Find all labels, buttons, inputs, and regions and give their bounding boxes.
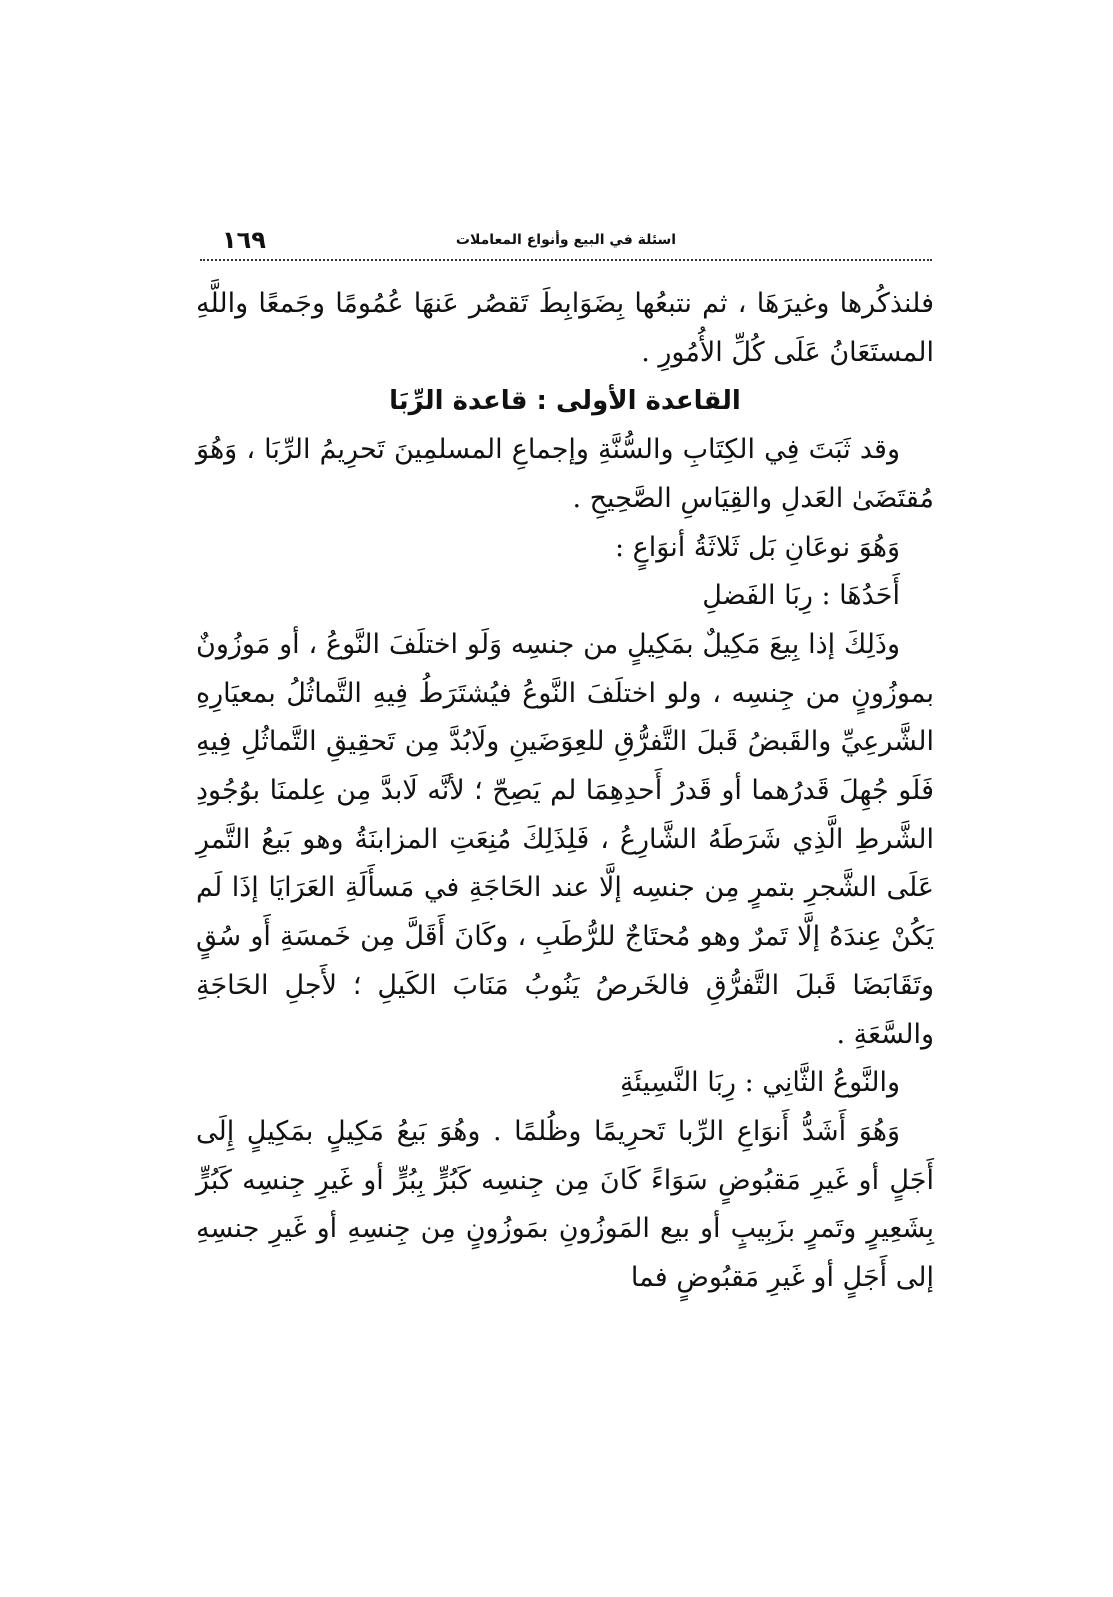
page-number: ١٦٩ bbox=[222, 226, 266, 254]
intro-paragraph: فلنذكُرها وغيرَهَا ، ثم نتبعُها بِضَوَابِطَ تَقصُر عَنهَا عُمُومًا وجَمعًا واللَّهِ المستَعَانُ عَلَى كُلِّ الأُمُورِ . bbox=[196, 288, 934, 368]
subheading-riba-al-nasiah: والنَّوعُ الثَّانِي : رِبَا النَّسِيئَةِ bbox=[619, 1067, 900, 1099]
riba-intro-paragraph: وقد ثَبَتَ فِي الكِتَابِ والسُّنَّةِ وإجماعِ المسلمِينَ تَحرِيمُ الرِّبَا ، وَهُوَ مُقتَضَىٰ العَدلِ والقِيَاسِ الصَّحِيحِ . bbox=[196, 434, 934, 514]
riba-types-line: وَهُوَ نوعَانِ بَل ثَلاثَةُ أنوَاعٍ : bbox=[614, 531, 900, 563]
running-title: اسئلة في البيع وأنواع المعاملات bbox=[455, 232, 677, 248]
riba-al-nasiah-paragraph: وَهُوَ أَشَدُّ أَنوَاعِ الرِّبا تَحرِيمًا وظُلمًا . وهُوَ بَيعُ مَكِيلٍ بمَكِيلٍ إِلَى أَجَلٍ أو غَيرِ مَقبُوضٍ سَوَاءً كَانَ مِن جِنسِه كَبُرٍّ بِبُرٍّ أو غَيرِ جِنسِه كَبُرٍّ بِشَعِيرٍ وتَمرٍ بزَبِيبٍ أو بيع المَوزُونِ بمَوزُونٍ مِن جِنسِهِ أو غَيرِ جنسِهِ إلى أَجَلٍ أو غَيرِ مَقبُوضٍ فما bbox=[196, 1115, 934, 1294]
subheading-riba-al-fadl: أَحَدُهَا : رِبَا الفَضلِ bbox=[702, 580, 900, 612]
page-body bbox=[196, 280, 934, 1303]
page-header bbox=[200, 226, 932, 258]
header-divider bbox=[200, 259, 932, 261]
riba-al-fadl-paragraph: وذَلِكَ إذا بِيعَ مَكِيلٌ بمَكِيلٍ من جنسِه وَلَو اختلَفَ النَّوعُ ، أو مَوزُونٌ بموزُونٍ من جِنسِه ، ولو اختلَفَ النَّوعُ فيُشتَرَطُ فِيهِ التَّماثُلُ بمعيَارِهِ الشَّرعِيِّ والقَبضُ قَبلَ التَّفرُّقِ للعِوَضَينِ ولَابُدَّ مِن تَحقِيقِ التَّماثُلِ فِيهِ فَلَو جُهِلَ قَدرُهما أو قَدرُ أَحدِهِمَا لم يَصِحّ ؛ لأنَّه لَابدَّ مِن عِلمنَا بوُجُودِ الشَّرطِ الَّذِي شَرَطَهُ الشَّارِعُ ، فَلِذَلِكَ مُنِعَتِ المزابنَةُ وهو بَيعُ التَّمرِ عَلَى الشَّجرِ بتمرٍ مِن جنسِه إلَّا عند الحَاجَةِ في مَسأَلَةِ العَرَايَا إذَا لَم يَكُنْ عِندَهُ إلَّا تَمرٌ وهو مُحتَاجٌ للرُّطَبِ ، وكَانَ أَقَلَّ مِن خَمسَةِ أَو سُقٍ وتَقَابَضَا قَبلَ التَّفرُّقِ فالخَرصُ يَنُوبُ مَنَابَ الكَيلِ ؛ لأَجلِ الحَاجَةِ والسَّعَةِ . bbox=[196, 628, 934, 1050]
section-heading: القاعدة الأولى : قاعدة الرِّبَا bbox=[389, 386, 741, 417]
